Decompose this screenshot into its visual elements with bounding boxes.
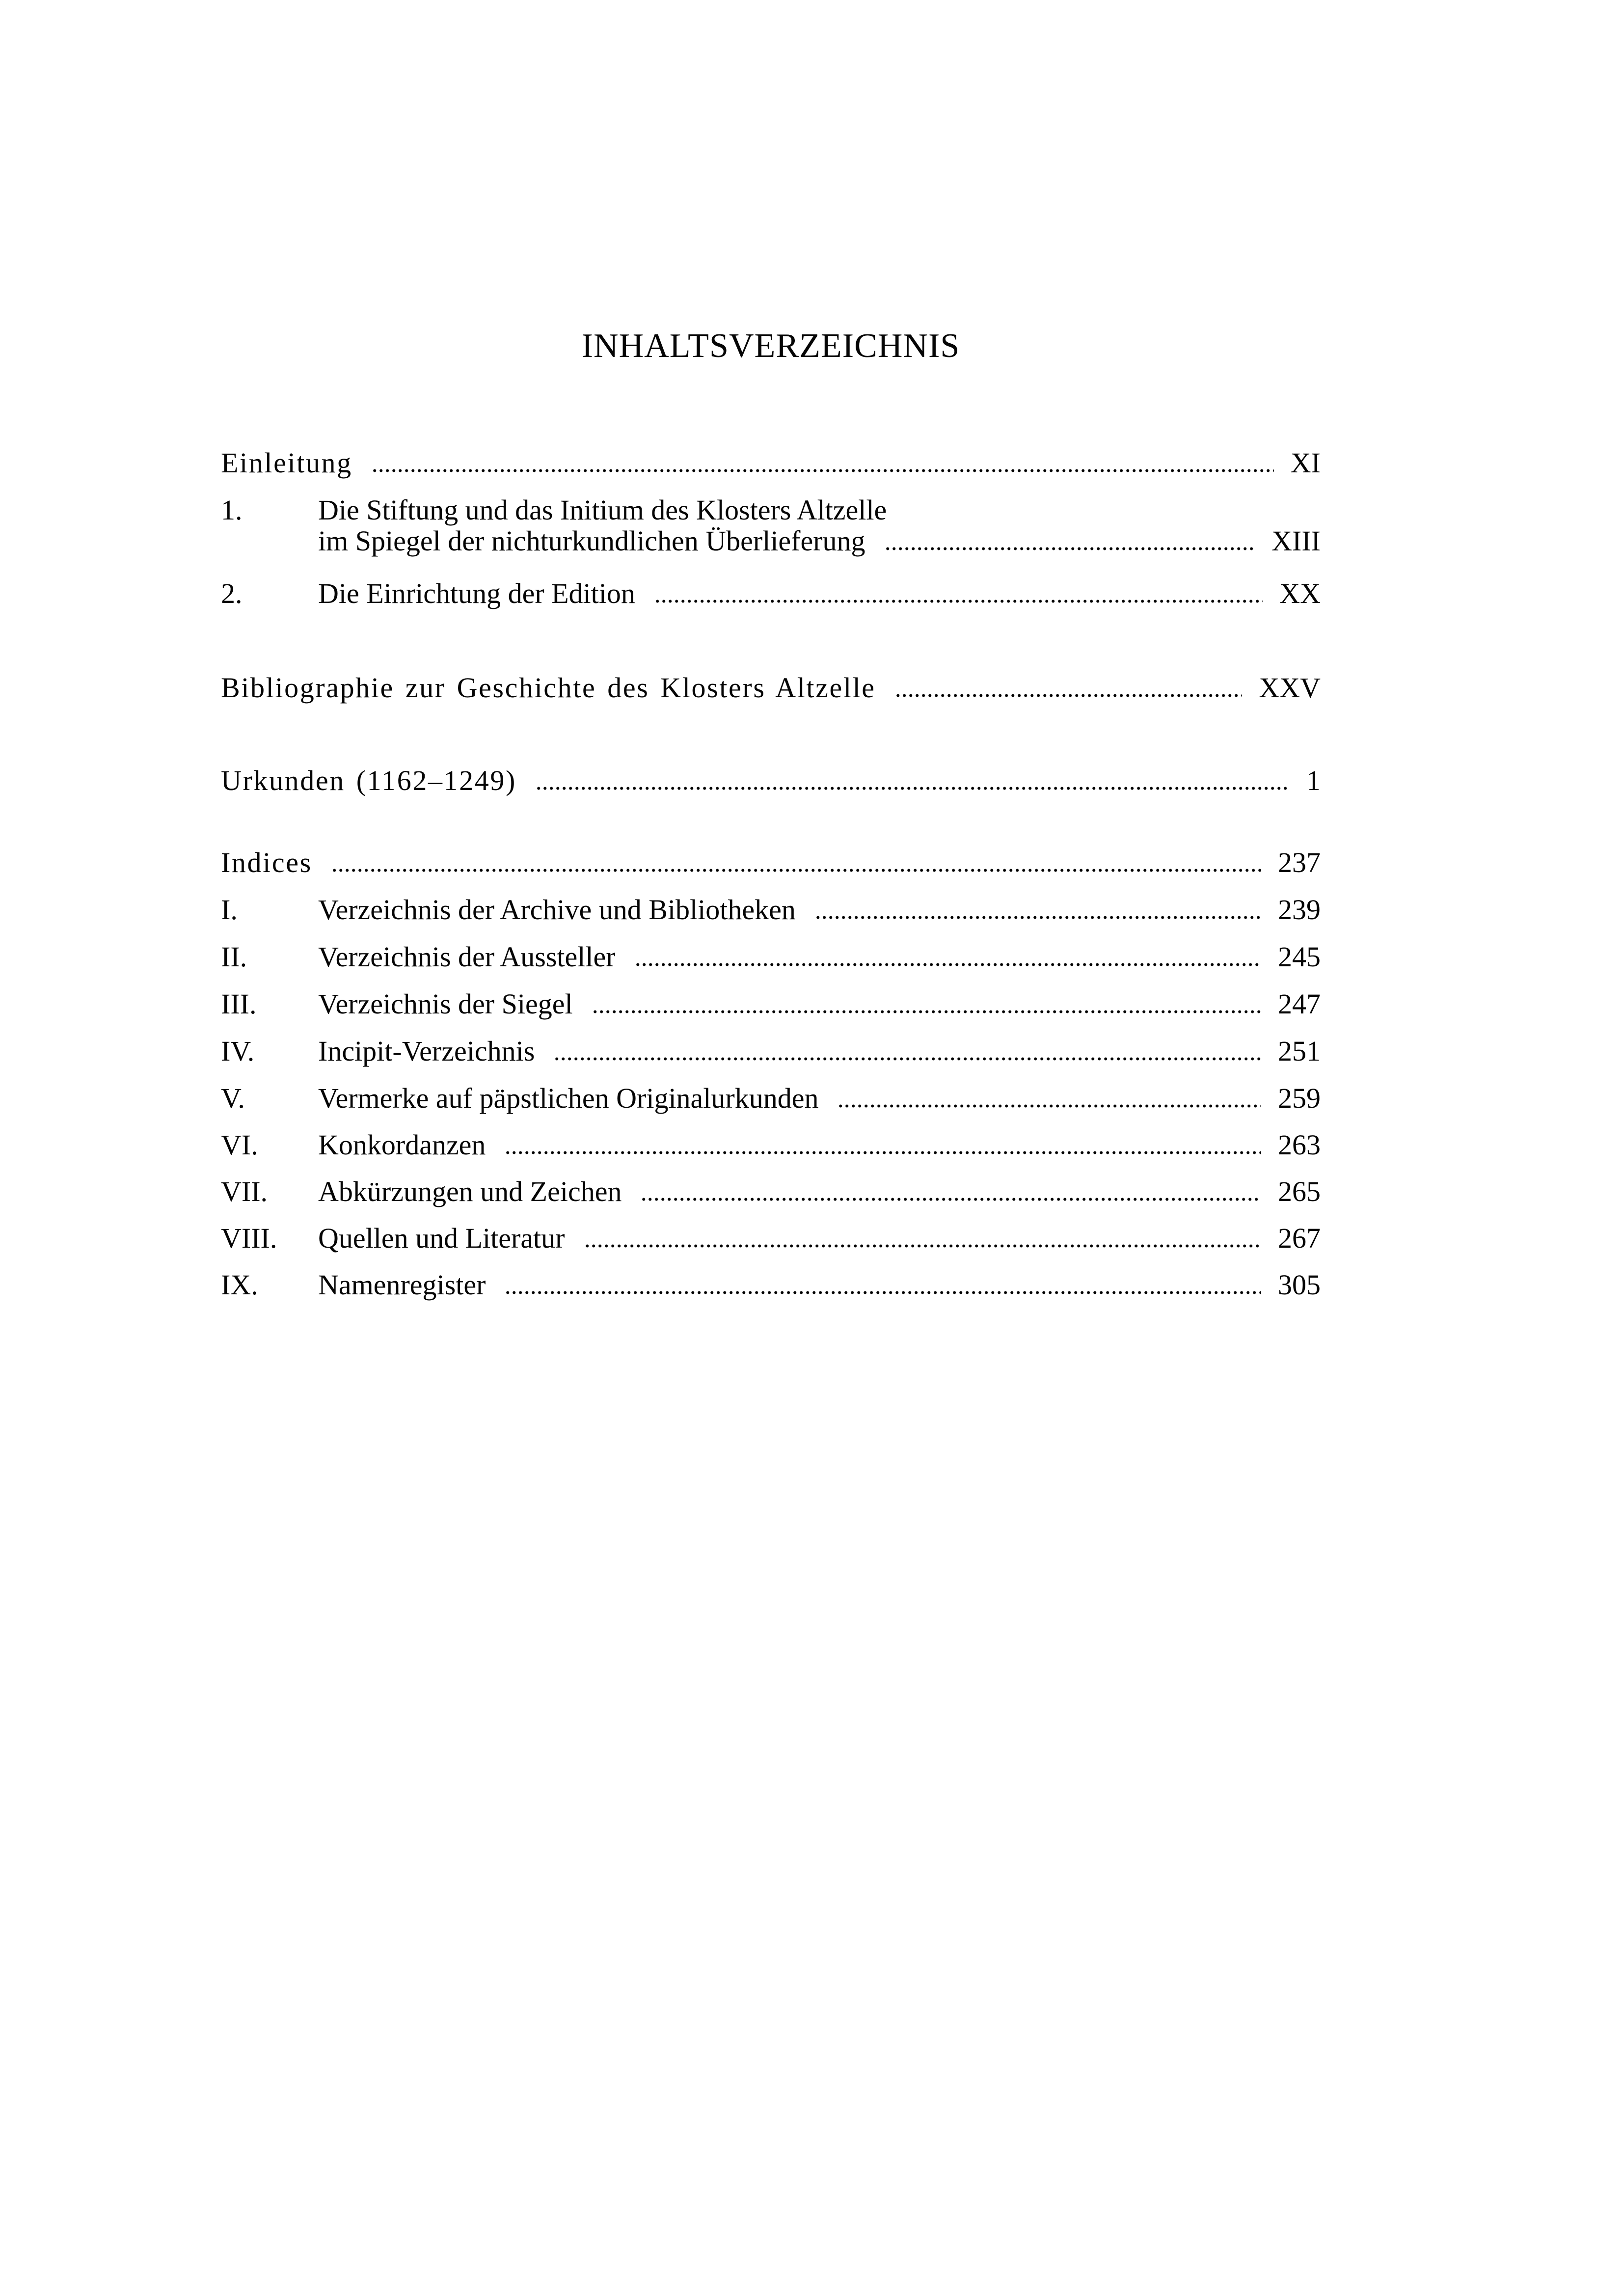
toc-entry-page: XXV xyxy=(1259,672,1321,704)
dot-leader xyxy=(886,547,1255,550)
toc-row-index-4 xyxy=(221,1034,1321,1068)
dot-leader xyxy=(537,787,1290,790)
toc-entry-page: 239 xyxy=(1278,894,1321,926)
toc-entry-label: Vermerke auf päpstlichen Originalurkunden xyxy=(318,1082,819,1114)
dot-leader xyxy=(656,600,1263,603)
toc-entry-label: Einleitung xyxy=(221,447,352,479)
toc-entry-page: XX xyxy=(1279,577,1321,609)
dot-leader xyxy=(555,1057,1261,1061)
dot-leader xyxy=(333,869,1261,872)
toc-entry-label: Urkunden (1162–1249) xyxy=(221,765,516,796)
toc-entry-label: Abkürzungen und Zeichen xyxy=(318,1175,622,1207)
toc-row-index-2 xyxy=(221,940,1321,974)
toc-entry-number: III. xyxy=(221,988,257,1020)
toc-row-index-9 xyxy=(221,1268,1321,1302)
dot-leader xyxy=(816,916,1261,919)
toc-entry-page: XI xyxy=(1290,447,1321,479)
toc-row-index-7 xyxy=(221,1175,1321,1209)
toc-entry-page: 1 xyxy=(1306,765,1321,796)
toc-entry-page: 237 xyxy=(1278,847,1321,878)
toc-entry-label: Bibliographie zur Geschichte des Klosters Altzelle xyxy=(221,672,876,704)
toc-entry-number: 1. xyxy=(221,494,243,526)
dot-leader xyxy=(896,694,1243,697)
toc-row-index-1 xyxy=(221,893,1321,927)
toc-entry-page: 265 xyxy=(1278,1175,1321,1207)
toc-row-item1-line1 xyxy=(221,494,1321,525)
toc-entry-label: Die Stiftung und das Initium des Klosters Altzelle xyxy=(318,494,887,526)
page-title: INHALTSVERZEICHNIS xyxy=(581,327,960,365)
toc-entry-label: Namenregister xyxy=(318,1269,486,1301)
dot-leader xyxy=(506,1291,1261,1294)
toc-entry-label-continuation: im Spiegel der nichturkundlichen Überlieferung xyxy=(318,525,865,557)
toc-entry-number: II. xyxy=(221,941,247,973)
toc-entry-page: 267 xyxy=(1278,1222,1321,1254)
toc-entry-label: Indices xyxy=(221,847,312,878)
toc-row-indices xyxy=(221,846,1321,880)
toc-entry-label: Quellen und Literatur xyxy=(318,1222,565,1254)
toc-entry-label: Die Einrichtung der Edition xyxy=(318,577,635,609)
toc-row-index-5 xyxy=(221,1081,1321,1116)
toc-entry-page: 305 xyxy=(1278,1269,1321,1301)
toc-row-item2 xyxy=(221,576,1321,611)
dot-leader xyxy=(373,469,1274,472)
toc-entry-number: VI. xyxy=(221,1129,258,1161)
toc-row-index-8 xyxy=(221,1221,1321,1256)
toc-row-bibliographie xyxy=(221,671,1321,705)
dot-leader xyxy=(586,1244,1262,1248)
toc-entry-page: 259 xyxy=(1278,1082,1321,1114)
toc-entry-number: VIII. xyxy=(221,1222,277,1254)
toc-entry-number: V. xyxy=(221,1082,245,1114)
dot-leader xyxy=(636,963,1261,966)
toc-entry-label: Verzeichnis der Aussteller xyxy=(318,941,616,973)
toc-row-index-3 xyxy=(221,987,1321,1021)
dot-leader xyxy=(642,1198,1261,1201)
toc-entry-number: 2. xyxy=(221,577,243,609)
toc-entry-page: 247 xyxy=(1278,988,1321,1020)
toc-entry-label: Incipit-Verzeichnis xyxy=(318,1035,535,1067)
dot-leader xyxy=(594,1010,1261,1013)
toc-entry-number: I. xyxy=(221,894,238,926)
toc-entry-number: IX. xyxy=(221,1269,258,1301)
toc-entry-label: Verzeichnis der Siegel xyxy=(318,988,573,1020)
dot-leader xyxy=(506,1151,1261,1154)
toc-entry-page: XIII xyxy=(1271,525,1321,557)
toc-entry-page: 245 xyxy=(1278,941,1321,973)
toc-entry-label: Verzeichnis der Archive und Bibliotheken xyxy=(318,894,796,926)
toc-row-item1-line2 xyxy=(221,525,1321,556)
toc-row-einleitung xyxy=(221,446,1321,480)
toc-row-index-6 xyxy=(221,1128,1321,1162)
toc-entry-label: Konkordanzen xyxy=(318,1129,486,1161)
toc-entry-number: VII. xyxy=(221,1175,268,1207)
toc-entry-page: 263 xyxy=(1278,1129,1321,1161)
toc-entry-page: 251 xyxy=(1278,1035,1321,1067)
dot-leader xyxy=(839,1104,1261,1108)
toc-entry-number: IV. xyxy=(221,1035,255,1067)
toc-row-urkunden xyxy=(221,764,1321,798)
